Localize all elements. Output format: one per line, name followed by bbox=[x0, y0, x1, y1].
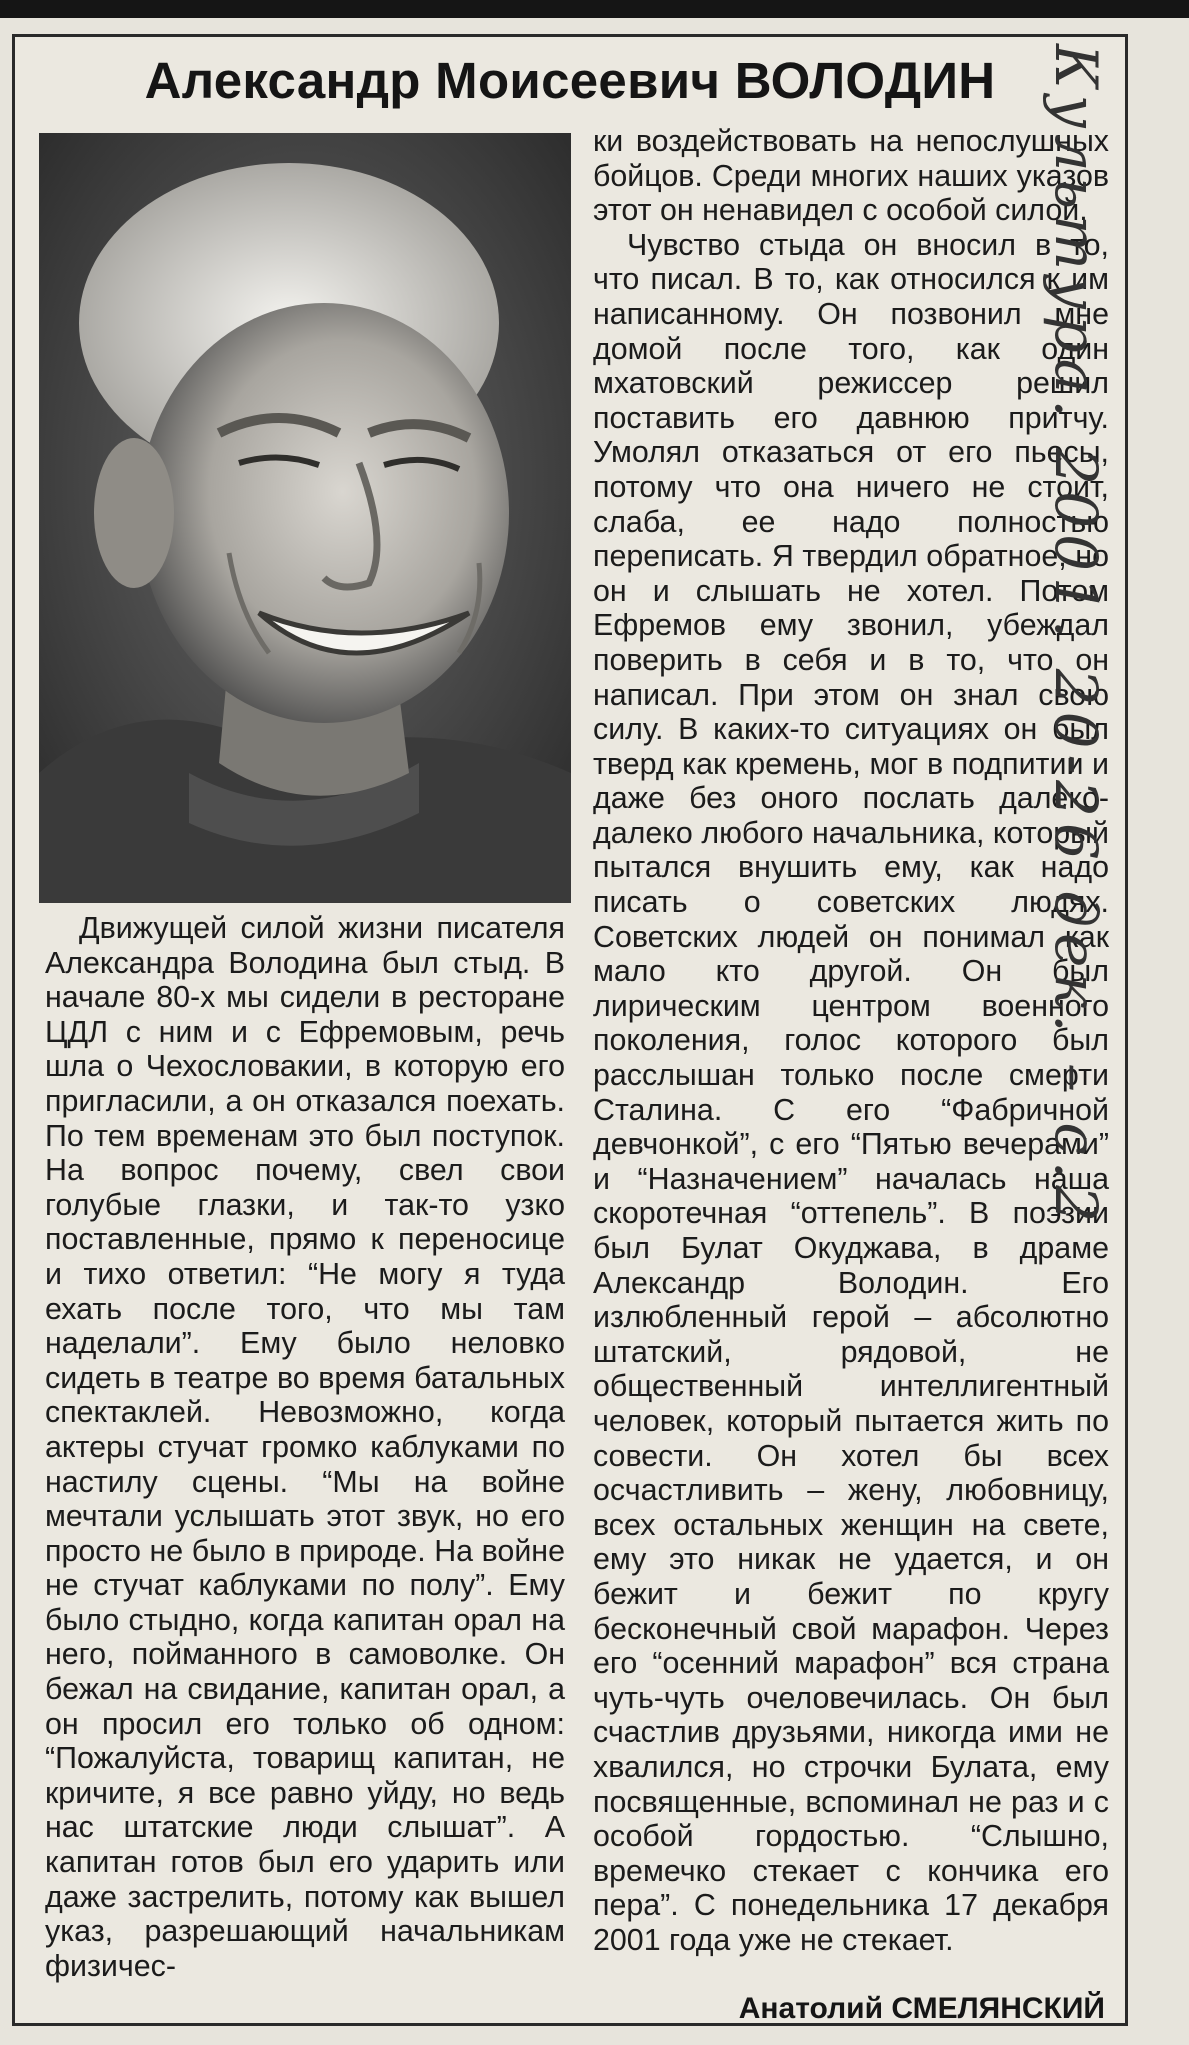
headline bbox=[15, 51, 1125, 110]
headline-name: Александр Моисеевич bbox=[144, 52, 721, 109]
body-paragraph: Чувство стыда он вносил в то, что писал. В то, как относился к им написанному. Он позвонил мне домой после того, как один мхатовский режиссер решил поставить его давнюю притчу. Умолял отказаться от его пьесы, потому что она ничего не стоит, слаба, ее надо полностью переписать. Я твердил обратное, но он и слышать не хотел. Потом Ефремов ему звонил, убеждал поверить в себя и в то, что он написал. При этом он знал свою силу. В каких-то ситуациях он был тверд как кремень, мог в подпитии и даже без оного послать далеко-далеко любого начальника, который пытался внушить ему, как надо писать о советских людях. Советских людей он понимал как мало кто другой. Он был лирическим центром военного поколения, голос которого был расслышан только после смерти Сталина. С его “Фабричной девчонкой”, с его “Пятью вечерами” и “Назначением” началась наша скоротечная “оттепель”. В поэзии был Булат Окуджава, в драме Александр Володин. Его излюбленный герой – абсолютно штатский, рядовой, не общественный интеллигентный человек, который пытается жить по совести. Он хотел бы всех осчастливить – жену, любовницу, всех остальных женщин на свете, ему это никак не удается, и он бежит и бежит по кругу бесконечный свой марафон. Через его “осенний марафон” вся страна чуть-чуть очеловечилась. Он был счастлив друзьями, никогда ими не хвалился, но строчки Булата, ему посвященные, вспоминал не раз и с особой гордостью. “Слышно, времечко стекает с кончика его пера”. С понедельника 17 декабря 2001 года уже не стекает. bbox=[593, 227, 1109, 1957]
article bbox=[12, 34, 1128, 2026]
body-paragraph-continued: ки воздействовать на непослушных бойцов. Среди многих наших указов этот он ненавидел с особой силой. bbox=[593, 124, 1109, 228]
body-paragraph: Движущей силой жизни писателя Александра Володина был стыд. В начале 80-х мы сидели в ресторане ЦДЛ с ним и с Ефремовым, речь шла о Чехословакии, в которую его пригласили, а он отказался поехать. По тем временам это был поступок. На вопрос почему, свел свои голубые глазки, и так-то узко поставленные, прямо к переносице и тихо ответил: “Не могу я туда ехать после того, что мы там наделали”. Ему было неловко сидеть в театре во время батальных спектаклей. Невозможно, когда актеры стучат громко каблуками по настилу сцены. “Мы на войне мечтали услышать этот звук, но его просто не было в природе. На войне не стучат каблуками по полу”. Ему было стыдно, когда капитан орал на него, пойманного в самоволке. Он бежал на свидание, капитан орал, а он просил его только об одном: “Пожалуйста, товарищ капитан, не кричите, я все равно уйду, но ведь нас штатские люди слышат”. А капитан готов был его ударить или даже застрелить, потому как вышел указ, разрешающий начальникам физичес- bbox=[45, 911, 565, 1983]
portrait-photo-icon bbox=[39, 133, 571, 903]
author-signature: Анатолий СМЕЛЯНСКИЙ bbox=[738, 1992, 1105, 2025]
handwritten-annotation: Культура. 2001. 20-26 дек. – с.2 bbox=[1042, 44, 1110, 1229]
body-column-right bbox=[593, 124, 1109, 1957]
headline-surname: ВОЛОДИН bbox=[734, 52, 996, 109]
portrait-photo bbox=[39, 133, 571, 903]
top-border-bar bbox=[0, 0, 1189, 18]
body-column-left bbox=[45, 911, 565, 1983]
